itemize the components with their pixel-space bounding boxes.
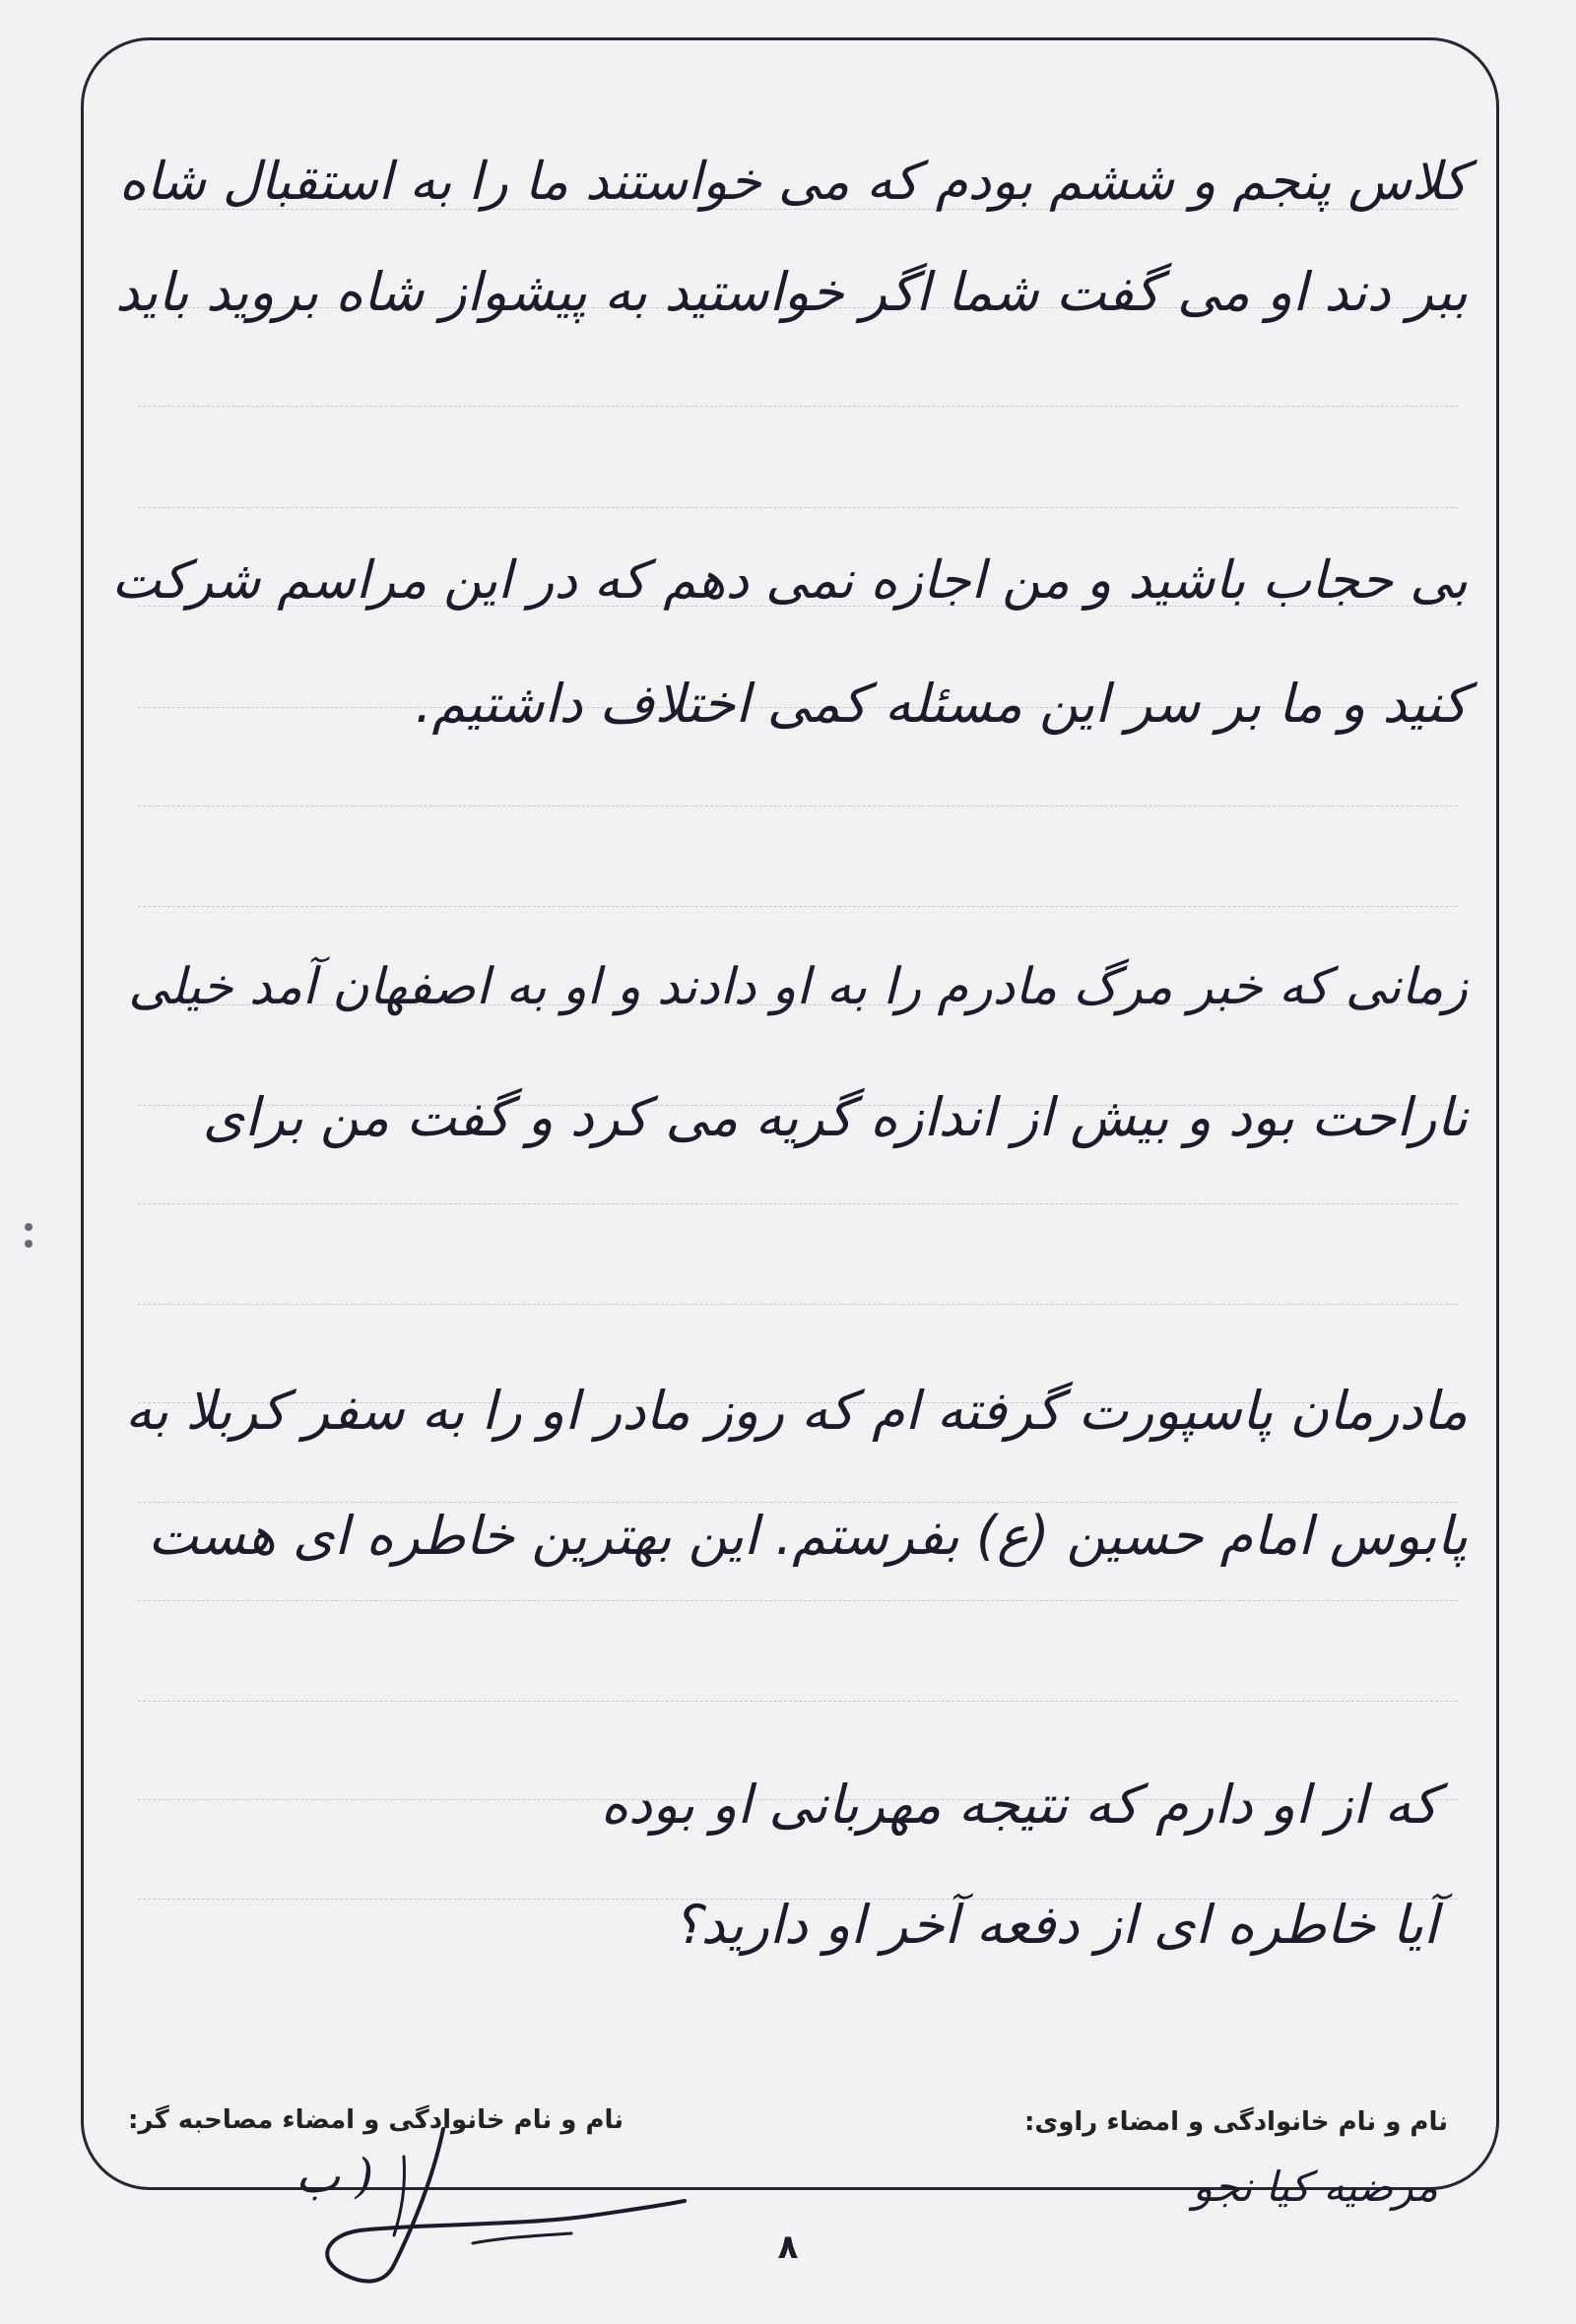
- ruled-line: [138, 906, 1458, 907]
- narrator-label: نام و نام خانوادگی و امضاء راوی:: [1024, 2107, 1448, 2137]
- ruled-line: [138, 507, 1458, 508]
- page-number: ۸: [777, 2227, 799, 2267]
- handwritten-line: پابوس امام حسین (ع) بفرستم. این بهترین خاطره ای هست: [148, 1505, 1468, 1567]
- ruled-line: [138, 1600, 1458, 1601]
- interviewer-initial: ( ب: [296, 2149, 374, 2204]
- ruled-line: [138, 406, 1458, 407]
- interviewer-signature: [148, 2117, 699, 2294]
- handwritten-line: ببر دند او می گفت شما اگر خواستید به پیشواز شاه بروید باید: [114, 261, 1468, 323]
- ruled-line: [138, 1304, 1458, 1305]
- handwritten-line: که از او دارم که نتیجه مهربانی او بوده: [600, 1774, 1438, 1836]
- handwritten-line: مادرمان پاسپورت گرفته ام که روز مادر او را به سفر کربلا به: [125, 1380, 1468, 1442]
- handwritten-line: کلاس پنجم و ششم بودم که می خواستند ما را به استقبال شاه: [118, 152, 1468, 212]
- narrator-signature: مرضیه کیا نجو: [1192, 2163, 1438, 2211]
- handwritten-line: زمانی که خبر مرگ مادرم را به او دادند و او به اصفهان آمد خیلی: [128, 958, 1468, 1016]
- ruled-line: [138, 1203, 1458, 1204]
- ruled-line: [138, 806, 1458, 807]
- handwritten-line: آیا خاطره ای از دفعه آخر او دارید؟: [672, 1894, 1438, 1956]
- handwritten-line: بی حجاب باشید و من اجازه نمی دهم که در این مراسم شرکت: [111, 550, 1468, 611]
- handwritten-line: ناراحت بود و بیش از اندازه گریه می کرد و گفت من برای: [202, 1086, 1468, 1148]
- interviewer-label: نام و نام خانوادگی و امضاء مصاحبه گر:: [128, 2105, 624, 2135]
- stray-mark: [22, 1219, 35, 1253]
- ruled-line: [138, 1701, 1458, 1702]
- handwritten-line: کنید و ما بر سر این مسئله کمی اختلاف داشتیم.: [415, 673, 1468, 735]
